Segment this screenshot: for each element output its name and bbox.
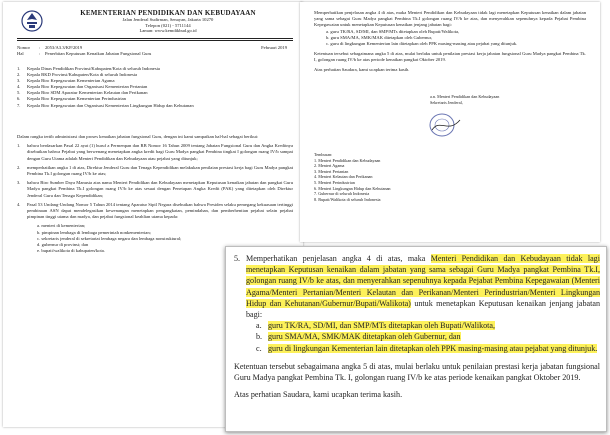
body-subitem: d. gubernur di provinsi; dan xyxy=(37,242,89,248)
cc-item: 6. Menteri Lingkungan Hidup dan Kehutanan xyxy=(314,185,391,191)
ministry-address: Jalan Jenderal Sudirman, Senayan, Jakarta 10270 xyxy=(122,17,214,22)
page2-sub-a: a. guru TK/RA, SD/MI, dan SMP/MTs ditetapkan oleh Bupati/Walikota, xyxy=(326,28,460,34)
point-5-tail: untuk menetapkan Keputusan kenaikan jenjang jabatan bagi: xyxy=(246,298,600,320)
closing-thanks: Atas perhatian Saudara, kami ucapkan terima kasih. xyxy=(234,390,403,400)
cc-item: 1. Menteri Pendidikan dan Kebudayaan xyxy=(314,157,381,163)
highlighted-text: guru SMA/MA, SMK/MAK ditetapkan oleh Gubernur, dan xyxy=(268,332,461,342)
highlighted-text: guru di lingkungan Kementerian lain ditetapkan oleh PPK masing-masing atau pejabat yang ditunjuk. xyxy=(268,343,598,353)
hal-value: Penerbitan Keputusan Kenaikan Jabatan Fungsional Guru xyxy=(45,51,152,57)
cc-item: 2. Menteri Agama xyxy=(314,163,345,169)
ketentuan-paragraph: Ketentuan tersebut sebagaimana angka 5 di atas, mulai berlaku untuk penilaian prestasi kerja jabatan fungsional Guru Madya pangkat Pembina Tk. I, golongan ruang IV/b ke atas periode kenaikan pangkat Oktober 2019. xyxy=(234,361,600,383)
body-subitem: b. pimpinan lembaga di lembaga pemerintah nonkementerian; xyxy=(37,229,151,235)
ministry-name: KEMENTERIAN PENDIDIKAN DAN KEBUDAYAAN xyxy=(80,9,256,17)
cc-label: Tembusan: xyxy=(314,152,333,157)
point-number: 5. xyxy=(234,254,241,263)
body-subitem: e. bupati/walikota di kabupaten/kota. xyxy=(37,248,105,254)
body-subitem: a. menteri di kementerian; xyxy=(37,223,86,229)
list-item: c. guru di lingkungan Kementerian lain ditetapkan oleh PPK masing-masing atau pejabat yang ditunjuk. xyxy=(256,343,598,353)
letterhead-rule xyxy=(17,38,293,39)
recipient-item: Kepala Dinas Pendidikan Provinsi/Kabupaten/Kota di seluruh Indonesia xyxy=(27,66,160,71)
page2-body xyxy=(314,10,586,73)
official-stamp xyxy=(428,112,462,138)
letter-page-2 xyxy=(300,2,600,242)
letterhead-rule-thin xyxy=(17,40,293,41)
recipient-item: Kepala Biro Kepegawaian Kementerian Perindustrian xyxy=(27,96,126,102)
hal-label: Hal xyxy=(17,51,24,57)
body-item: Pasal 53 Undang-Undang Nomor 5 Tahun 2014 tentang Aparatur Sipil Negara disebutkan bahwa Presiden selaku pemegang kekuasaan tertinggi pembinaan ASN dapat mendelegasikan kewenangan menetapkan pengangkatan, pemindahan, dan pemberhentian pejabat selain pejabat pimpinan tinggi utama dan madya, dan pejabat fungsional keahlian utama kepada: xyxy=(27,201,293,220)
zoomed-excerpt xyxy=(225,246,607,432)
page2-sub-c: c. guru di lingkungan Kementerian lain ditetapkan oleh PPK masing-masing atau pejabat yang ditunjuk. xyxy=(326,41,518,47)
cc-list xyxy=(314,152,514,202)
recipient-list: 1. Kepala Dinas Pendidikan Provinsi/Kabupaten/Kota di seluruh Indonesia 2. Kepala BKD Provinsi/Kabupaten/Kota di seluruh Indonesia 3. Kepala Biro Kepegawaian Kementerian Agama 4. Kepala Biro Kepegawaian dan Organisasi Kementerian Pertanian 5. Kepala Biro SDM Aparatur Kementerian Kelautan dan Perikanan 6. Kepala Biro Kepegawaian Kementerian Perindustrian 7. Kepala Biro Kepegawaian dan Organisasi Kementerian Lingkungan Hidup dan Kehutanan xyxy=(17,66,194,108)
cc-item: 5. Menteri Perindustrian xyxy=(314,179,355,185)
ministry-phone: Telepon (021) - 5711144 xyxy=(145,22,191,28)
list-item: b. guru SMA/MA, SMK/MAK ditetapkan oleh Gubernur, dan xyxy=(256,332,461,342)
cc-item: 4. Menteri Kelautan dan Perikanan xyxy=(314,174,373,180)
highlighted-text: Menteri Pendidikan dan Kebudayaan tidak lagi menetapkan Keputusan kenaikan dalam jabatan yang sama sebagai Guru Madya pangkat Pembina Tk.I, golongan ruang IV/b ke atas, dan menyerahkan sepenuhnya kepada Pejabat Pembina Kepegawaian (Menteri Agama/Menteri Pertanian/Menteri Kelautan dan Perikanan/Menteri Perindustrian/Menteri Lingkungan Hidup dan Kehutanan/Gubernur/Bupati/Walikota) xyxy=(246,254,600,308)
signature-title: a.n. Menteri Pendidikan dan Kebudayaan xyxy=(430,94,500,99)
page2-sub-b: b. guru SMA/MA, SMK/MAK ditetapkan oleh Gubernur, xyxy=(326,34,433,40)
tut-wuri-handayani-logo xyxy=(21,10,43,32)
body-item: memperhatikan angka 1 di atas, Direktur Jenderal Guru dan Tenaga Kependidikan melakukan penilaian prestasi kerja bagi Guru Madya pangkat Pembina Tk.I golongan ruang IV/b ke atas; xyxy=(27,164,293,177)
ministry-website: Laman: www.kemdikbud.go.id xyxy=(139,28,197,34)
letter-meta: Nomor : 2053/A3.3/KP/2019 Hal : Penerbitan Keputusan Kenaikan Jabatan Fungsional Guru Februari 2019 xyxy=(17,45,293,57)
list-item: a. guru TK/RA, SD/MI, dan SMP/MTs ditetapkan oleh Bupati/Walikota, xyxy=(256,321,496,331)
point-5-subitems xyxy=(256,320,600,354)
cc-item: 8. Bupati/Walikota di seluruh Indonesia xyxy=(314,196,381,202)
point-5-text xyxy=(246,253,600,320)
letter-body: Dalam rangka tertib administrasi dan proses kenaikan jabatan fungsional Guru, dengan ini kami sampaikan hal-hal sebagai berikut: 1. bahwa berdasarkan Pasal 22 ayat (1) huruf a Permenpan dan RB Nomor 16 Tahun 2009 tentang Jabatan Fungsional Guru dan Angka Kreditnya disebutkan bahwa Pejabat yang berwenang menetapkan angka kredit bagi Guru Madya pangkat Pembina tingkat I golongan ruang IV/b sampai dengan Guru Utama adalah Menteri Pendidikan dan Kebudayaan atau pejabat yang ditunjuk; 2. memperhatikan angka 1 di atas, Direktur Jenderal Guru dan Tenaga Kependidikan melakukan penilaian prestasi kerja bagi Guru Madya pangkat Pembina Tk.I golongan ruang IV/b ke atas; 3. bahwa Biro Sumber Daya Manusia atas nama Menteri Pendidikan dan Kebudayaan menetapkan Keputusan kenaikan jabatan dan pangkat Guru Madya pangkat Pembina Tk.I golongan ruang IV/b ke atas sesuai dengan Penetapan Angka Kredit (PAK) yang ditetapkan oleh Direktur Jenderal Guru dan Tenaga Kependidikan; 4. Pasal 53 Undang-Undang Nomor 5 Tahun 2014 tentang Aparatur Sipil Negara disebutkan bahwa Presiden selaku pemegang kekuasaan tertinggi pembinaan ASN dapat mendelegasikan kewenangan menetapkan pengangkatan, pemindahan, dan pemberhentian pejabat selain pejabat pimpinan tinggi utama dan madya, dan pejabat fungsional keahlian utama kepada: a. menteri di kementerian; b. pimpinan lembaga di lembaga pemerintah nonkementerian; c. sekretaris jenderal di sekretariat lembaga negara dan lembaga nonstruktural; d. gubernur di provinsi; dan e. bupati/walikota di kabupaten/kota. xyxy=(17,134,293,254)
signature-role: Sekretaris Jenderal, xyxy=(430,99,463,105)
recipient-item: Kepala BKD Provinsi/Kabupaten/Kota di seluruh Indonesia xyxy=(27,72,138,78)
letterhead xyxy=(48,9,288,34)
recipient-item: Kepala Biro Kepegawaian Kementerian Agama xyxy=(27,78,115,84)
recipient-item: Kepala Biro Kepegawaian dan Organisasi Kementerian Pertanian xyxy=(27,84,148,90)
recipient-item: Kepala Biro Kepegawaian dan Organisasi Kementerian Lingkungan Hidup dan Kehutanan xyxy=(27,102,194,108)
signature-block xyxy=(430,94,580,105)
body-subitem: c. sekretaris jenderal di sekretariat lembaga negara dan lembaga nonstruktural; xyxy=(37,235,182,241)
nomor-value: 2053/A3.3/KP/2019 xyxy=(45,45,83,50)
letter-date: Februari 2019 xyxy=(261,45,287,50)
page2-closing-note: Ketentuan tersebut sebagaimana angka 5 di atas, mulai berlaku untuk penilaian prestasi kerja jabatan fungsional Guru Madya pangkat Pembina Tk. I, golongan ruang IV/b ke atas periode kenaikan pangkat Oktober 2019. xyxy=(314,51,586,63)
page2-thanks: Atas perhatian Saudara, kami ucapkan terima kasih. xyxy=(314,66,410,72)
cc-item: 7. Gubernur di seluruh Indonesia xyxy=(314,191,370,197)
highlighted-text: guru TK/RA, SD/MI, dan SMP/MTs ditetapkan oleh Bupati/Walikota, xyxy=(268,321,496,331)
body-item: bahwa berdasarkan Pasal 22 ayat (1) huruf a Permenpan dan RB Nomor 16 Tahun 2009 tentang Jabatan Fungsional Guru dan Angka Kreditnya disebutkan bahwa Pejabat yang berwenang menetapkan angka kredit bagi Guru Madya pangkat Pembina tingkat I golongan ruang IV/b sampai dengan Guru Utama adalah Menteri Pendidikan dan Kebudayaan atau pejabat yang ditunjuk; xyxy=(27,143,293,161)
body-intro: Dalam rangka tertib administrasi dan proses kenaikan jabatan fungsional Guru, dengan ini kami sampaikan hal-hal sebagai berikut: xyxy=(17,134,259,139)
body-item: bahwa Biro Sumber Daya Manusia atas nama Menteri Pendidikan dan Kebudayaan menetapkan Keputusan kenaikan jabatan dan pangkat Guru Madya pangkat Pembina Tk.I golongan ruang IV/b ke atas sesuai dengan Penetapan Angka Kredit (PAK) yang ditetapkan oleh Direktur Jenderal Guru dan Tenaga Kependidikan; xyxy=(27,180,293,198)
point-5-lead: Memperhatikan penjelasan angka 4 di atas, maka xyxy=(246,254,431,263)
page2-para-6: Memperhatikan penjelasan angka 4 di atas, maka Menteri Pendidikan dan Kebudayaan tidak lagi menetapkan Keputusan kenaikan dalam jabatan yang sama sebagai Guru Madya pangkat Pembina Tk.I golongan ruang IV/b ke atas, dan menyerahkan sepenuhnya kepada Pejabat Pembina Kepegawaian untuk menetapkan Keputusan kenaikan jenjang jabatan bagi: xyxy=(314,10,586,28)
cc-item: 3. Menteri Pertanian xyxy=(314,168,349,174)
recipient-item: Kepala Biro SDM Aparatur Kementerian Kelautan dan Perikanan xyxy=(27,90,148,96)
nomor-label: Nomor xyxy=(17,45,31,50)
